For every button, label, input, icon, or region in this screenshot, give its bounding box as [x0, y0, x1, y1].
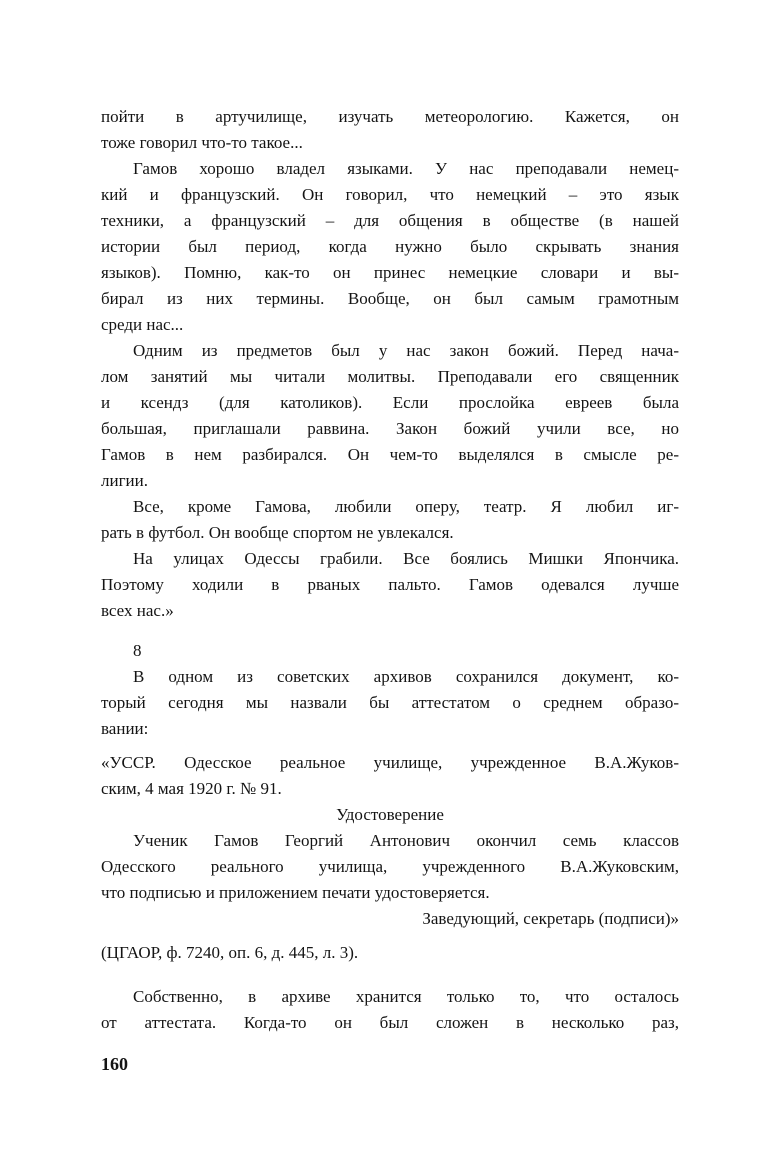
quote-line: что подписью и приложением печати удостоверяется.	[101, 883, 490, 902]
quote-line: ским, 4 мая 1920 г. № 91.	[101, 779, 282, 798]
section-number: 8	[133, 641, 142, 660]
text-line: от аттестата. Когда-то он был сложен в несколько раз,	[101, 1013, 679, 1032]
document-heading: Удостоверение	[336, 805, 444, 824]
text-line: кий и французский. Он говорил, что немецкий – это язык	[101, 185, 679, 204]
text-line: Все, кроме Гамова, любили оперу, театр. Я любил иг-	[133, 497, 679, 516]
text-line: техники, а французский – для общения в обществе (в нашей	[101, 211, 679, 230]
text-line: большая, приглашали раввина. Закон божий учили все, но	[101, 419, 679, 438]
text-line: всех нас.»	[101, 601, 174, 620]
text-line: тоже говорил что-то такое...	[101, 133, 303, 152]
archive-reference: (ЦГАОР, ф. 7240, оп. 6, д. 445, л. 3).	[101, 943, 359, 962]
text-line: Гамов хорошо владел языками. У нас преподавали немец-	[133, 159, 679, 178]
text-line: Гамов в нем разбирался. Он чем-то выделялся в смысле ре-	[101, 445, 679, 464]
text-line: лом занятий мы читали молитвы. Преподавали его священник	[101, 367, 679, 386]
quote-line: Ученик Гамов Георгий Антонович окончил семь классов	[133, 831, 679, 850]
text-line: рать в футбол. Он вообще спортом не увлекался.	[101, 523, 454, 542]
text-line: среди нас...	[101, 315, 184, 334]
text-line: языков). Помню, как-то он принес немецкие словари и вы-	[101, 263, 679, 282]
text-line: В одном из советских архивов сохранился документ, ко-	[133, 667, 679, 686]
text-line: и ксендз (для католиков). Если прослойка евреев была	[101, 393, 679, 412]
text-line: вании:	[101, 719, 149, 738]
text-line: бирал из них термины. Вообще, он был самым грамотным	[101, 289, 679, 308]
text-line: пойти в артучилище, изучать метеорологию. Кажется, он	[101, 107, 679, 126]
quote-line: Одесского реального училища, учрежденного В.А.Жуковским,	[101, 857, 679, 876]
text-line: Одним из предметов был у нас закон божий. Перед нача-	[133, 341, 679, 360]
quote-line: «УССР. Одесское реальное училище, учрежденное В.А.Жуков-	[101, 753, 679, 772]
text-line: Поэтому ходили в рваных пальто. Гамов одевался лучше	[101, 575, 679, 594]
text-line: На улицах Одессы грабили. Все боялись Мишки Япончика.	[133, 549, 679, 568]
text-line: истории был период, когда нужно было скрывать знания	[101, 237, 679, 256]
text-line: торый сегодня мы назвали бы аттестатом о среднем образо-	[101, 693, 679, 712]
text-line: лигии.	[101, 471, 148, 490]
signature-line: Заведующий, секретарь (подписи)»	[422, 909, 679, 928]
page-number: 160	[101, 1054, 128, 1074]
text-line: Собственно, в архиве хранится только то, что осталось	[133, 987, 679, 1006]
